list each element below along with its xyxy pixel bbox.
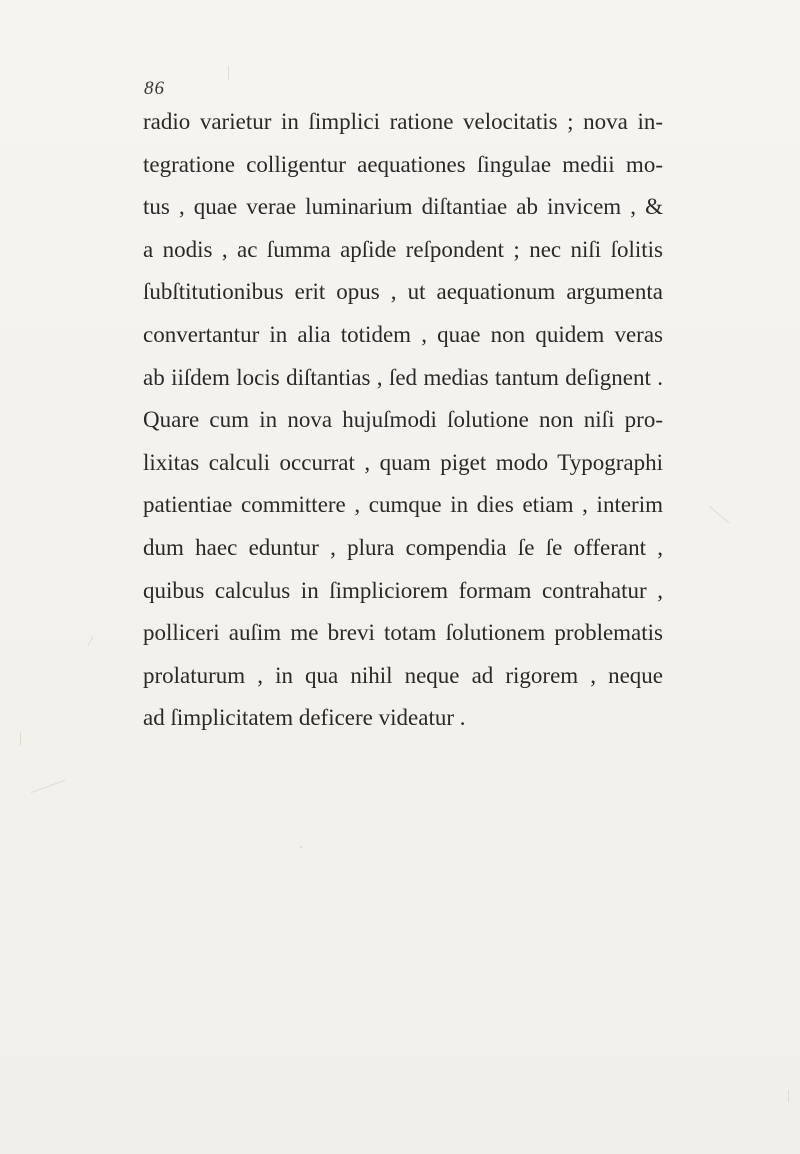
paper-speck bbox=[709, 506, 730, 523]
text-line-3: tus , quae verae luminarium diſtantiae ab invicem , & bbox=[143, 194, 663, 220]
text-line-6: convertantur in alia totidem , quae non quidem veras bbox=[143, 321, 663, 347]
text-line-2: tegratione colligentur aequationes ſingulae medii mo- bbox=[143, 151, 663, 177]
text-line-1: radio varietur in ſimplici ratione velocitatis ; nova in- bbox=[143, 109, 663, 134]
text-line-4: a nodis , ac ſumma apſide reſpondent ; nec niſi ſolitis bbox=[143, 236, 663, 262]
paper-speck bbox=[31, 780, 65, 793]
text-line-7: ab iiſdem locis diſtantias , ſed medias tantum deſignent . bbox=[143, 364, 663, 390]
paper-speck bbox=[20, 732, 21, 746]
text-line-15: ad ſimplicitatem deficere videatur . bbox=[143, 705, 466, 731]
paper-speck bbox=[228, 66, 229, 80]
text-line-13: polliceri auſim me brevi totam ſolutionem problematis bbox=[143, 620, 663, 646]
text-line-9: lixitas calculi occurrat , quam piget modo Typographi bbox=[143, 449, 663, 475]
paper-speck bbox=[300, 846, 302, 848]
paper-speck bbox=[788, 1090, 789, 1102]
text-line-10: patientiae committere , cumque in dies etiam , interim bbox=[143, 492, 663, 518]
text-line-8: Quare cum in nova hujuſmodi ſolutione non niſi pro- bbox=[143, 407, 663, 433]
text-line-14: prolaturum , in qua nihil neque ad rigorem , neque bbox=[143, 662, 663, 688]
text-line-5: ſubſtitutionibus erit opus , ut aequationum argumenta bbox=[143, 279, 663, 305]
page-number: 86 bbox=[144, 78, 165, 99]
text-line-12: quibus calculus in ſimpliciorem formam contrahatur , bbox=[143, 577, 663, 603]
paper-speck bbox=[88, 636, 94, 645]
body-text bbox=[143, 101, 663, 740]
text-line-11: dum haec eduntur , plura compendia ſe ſe offerant , bbox=[143, 534, 663, 560]
